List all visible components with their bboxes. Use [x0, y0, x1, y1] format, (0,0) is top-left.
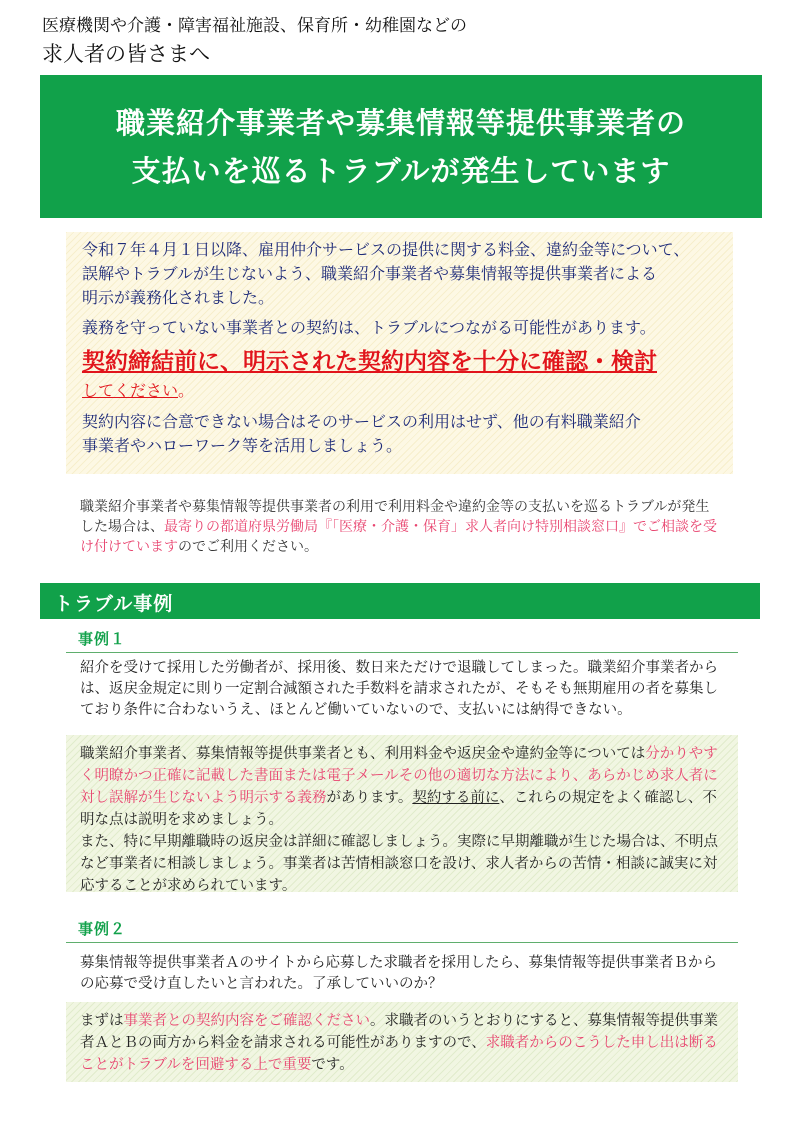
notice-emphasis-end: 。: [178, 381, 195, 400]
case2-heading: 事例２: [66, 918, 738, 943]
notice-paragraph-2: 義務を守っていない事業者との契約は、トラブルにつながる可能性があります。: [82, 318, 656, 337]
case2-advice-d: 求職者からのこうした申し出は断ることがトラブルを回避する上で重要: [80, 1035, 718, 1073]
banner-title-line2: 支払いを巡るトラブルが発生しています: [131, 153, 671, 188]
case1-advice: [66, 735, 738, 892]
case2-advice-c: 。求職者のいうとおりにすると、募集情報等提供事業者ＡとＢの両方から料金を請求される可能性がありますので、: [80, 1013, 718, 1051]
notice-p1-line2: 誤解やトラブルが生じないよう、職業紹介事業者や募集情報等提供事業者による: [82, 264, 658, 283]
title-banner: [40, 75, 762, 218]
notice-p4-line2: 事業者やハローワーク等を活用しましょう。: [82, 436, 403, 455]
consult-tail: のでご利用ください。: [178, 539, 318, 555]
case2-advice-a: まずは: [80, 1013, 124, 1029]
case1-advice-b: 分かりやすく明瞭かつ正確に記載した書面または電子メールその他の適切な方法により、あらかじめ求人者に対し誤解が生じないよう明示する義務: [80, 746, 718, 806]
notice-p4-line1: 契約内容に合意できない場合はそのサービスの利用はせず、他の有料職業紹介: [82, 412, 641, 431]
case1-heading: 事例１: [66, 628, 738, 653]
notice-emphasis-line1: 契約締結前に、明示された契約内容を十分に確認・検討: [82, 349, 657, 375]
notice-paragraph-4: [82, 410, 723, 458]
case1-advice-c: があります。: [326, 790, 413, 806]
notice-emphasis-line2: してください: [82, 381, 179, 400]
notice-emphasis-wrap: [82, 378, 723, 404]
consultation-note: [80, 497, 720, 557]
case2-advice-paragraph: [80, 1010, 728, 1076]
intro-audience: 医療機関や介護・障害福祉施設、保育所・幼稚園などの: [42, 16, 467, 36]
case2-advice-e: です。: [311, 1057, 354, 1073]
case1-advice-e: 、これらの規定をよく確認し、不明な点は説明を求めましょう。: [80, 790, 717, 828]
notice-p1-line3: 明示が義務化されました。: [82, 288, 275, 307]
case1-advice-f: また、特に早期離職時の返戻金は詳細に確認しましょう。実際に早期離職が生じた場合は、不明点など事業者に相談しましょう。事業者は苦情相談窓口を設け、求人者からの苦情・相談に誠実に対応することが求められています。: [80, 834, 718, 894]
consult-highlight: 最寄りの都道府県労働局『「医療・介護・保育」求人者向け特別相談窓口』でご相談を受け付けています: [80, 519, 717, 555]
intro: [42, 14, 467, 68]
intro-greeting: 求人者の皆さまへ: [42, 42, 210, 66]
notice-p1-line1: 令和７年４月１日以降、雇用仲介サービスの提供に関する料金、違約金等について、: [82, 240, 690, 259]
notice-paragraph-1: [82, 238, 723, 310]
notice-box: [66, 232, 733, 474]
case1-advice-a: 職業紹介事業者、募集情報等提供事業者とも、利用料金や返戻金や違約金等については: [80, 746, 646, 762]
case1-advice-paragraph: [80, 743, 728, 831]
case2-text: 募集情報等提供事業者Ａのサイトから応募した求職者を採用したら、募集情報等提供事業者Ｂからの応募で受け直したいと言われた。了承していいのか？: [80, 955, 717, 992]
case2-advice: [66, 1002, 738, 1082]
section-title-bar: トラブル事例: [40, 583, 760, 619]
banner-title-line1: 職業紹介事業者や募集情報等提供事業者の: [115, 105, 686, 140]
case2-advice-b: 事業者との契約内容をご確認ください: [123, 1013, 370, 1029]
consult-lead: 職業紹介事業者や募集情報等提供事業者の利用で利用料金や違約金等の支払いを巡るトラブルが発生した場合は、: [80, 499, 710, 535]
case1-text: 紹介を受けて採用した労働者が、採用後、数日来ただけで退職してしまった。職業紹介事業者からは、返戻金規定に則り一定割合減額された手数料を請求されたが、そもそも無期雇用の者を募集しており条件に合わないうえ、ほとんど働いていないので、支払いには納得できない。: [80, 660, 718, 718]
case1-advice-d: 契約する前に: [412, 790, 500, 806]
